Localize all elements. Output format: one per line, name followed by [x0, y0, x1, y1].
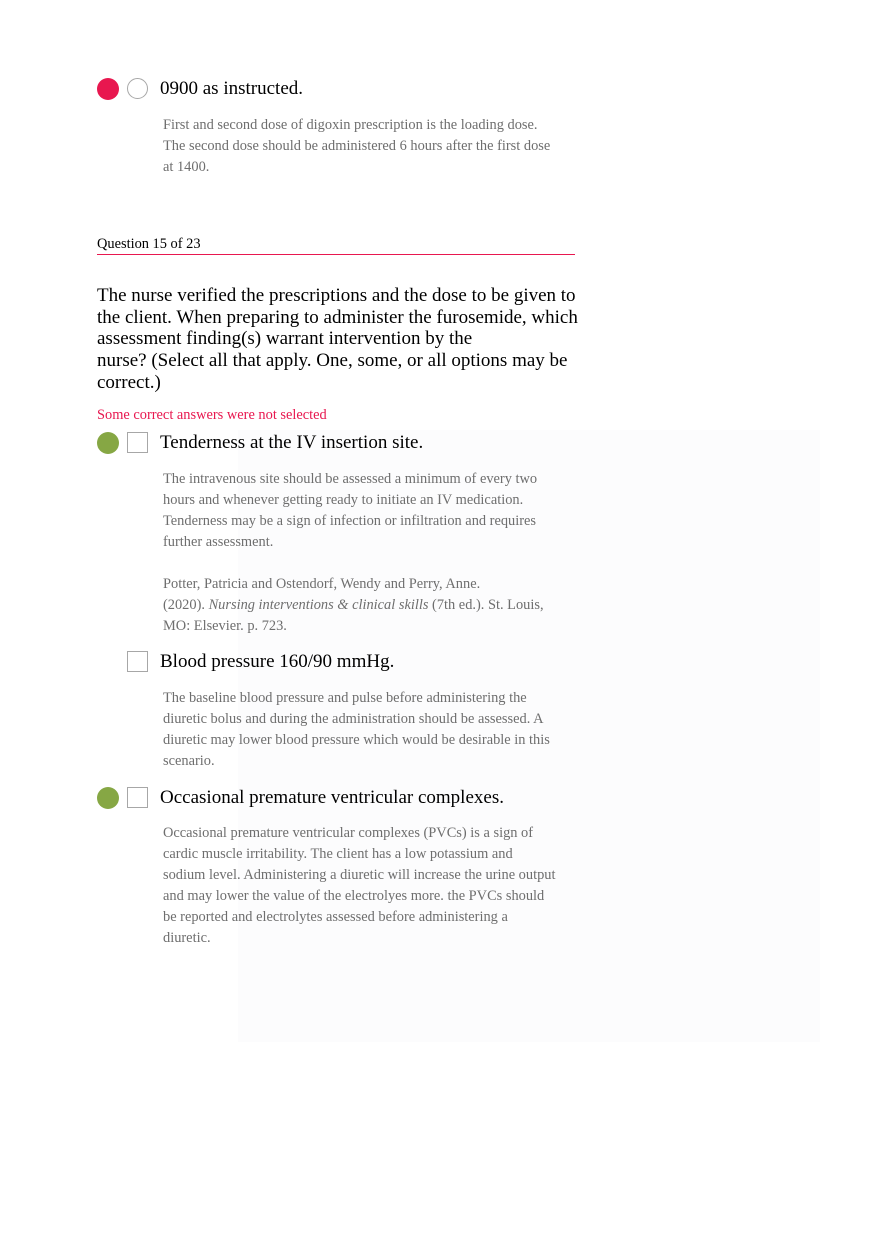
- rationale-line: The second dose should be administered 6 hours after the first dose: [163, 138, 551, 154]
- feedback-message: Some correct answers were not selected: [97, 407, 327, 423]
- option-rationale: [163, 688, 583, 772]
- option-checkbox[interactable]: [127, 787, 148, 808]
- incorrect-indicator-icon: [97, 78, 119, 100]
- rationale-line: Tenderness may be a sign of infection or infiltration and requires: [163, 513, 537, 529]
- option-label: Tenderness at the IV insertion site.: [160, 432, 424, 453]
- rationale-line: diuretic may lower blood pressure which would be desirable in this: [163, 732, 550, 748]
- correct-indicator-icon: [97, 787, 119, 809]
- reference-authors: Potter, Patricia and Ostendorf, Wendy and Perry, Anne.: [163, 576, 481, 592]
- reference-edition: (7th ed.). St. Louis,: [432, 597, 544, 613]
- option-checkbox[interactable]: [127, 651, 148, 672]
- rationale-line: diuretic.: [163, 930, 211, 946]
- correct-indicator-icon: [97, 432, 119, 454]
- stem-line: correct.): [97, 371, 161, 393]
- reference-citation: [163, 595, 583, 616]
- reference-year: (2020).: [163, 597, 205, 613]
- rationale-line: Occasional premature ventricular complexes (PVCs) is a sign of: [163, 825, 534, 841]
- rationale-line: First and second dose of digoxin prescription is the loading dose.: [163, 117, 538, 133]
- question-header: Question 15 of 23: [97, 235, 575, 255]
- rationale-line: diuretic bolus and during the administration should be assessed. A: [163, 711, 544, 727]
- option-label: Occasional premature ventricular complexes.: [160, 787, 504, 808]
- option-rationale: [163, 823, 583, 949]
- stem-line: assessment finding(s) warrant intervention by the: [97, 328, 473, 350]
- rationale-line: The baseline blood pressure and pulse before administering the: [163, 690, 527, 706]
- radio-button[interactable]: [127, 78, 148, 99]
- rationale-line: and may lower the value of the electrolyes more. the PVCs should: [163, 888, 545, 904]
- option-rationale: [163, 469, 583, 637]
- reference-publisher: MO: Elsevier. p. 723.: [163, 618, 287, 634]
- rationale-line: cardic muscle irritability. The client has a low potassium and: [163, 846, 513, 862]
- rationale-line: be reported and electrolytes assessed before administering a: [163, 909, 508, 925]
- stem-line: nurse? (Select all that apply. One, some, or all options may be: [97, 350, 568, 372]
- reference-title: Nursing interventions & clinical skills: [208, 597, 429, 613]
- prev-option-rationale: [163, 115, 583, 178]
- question-stem: [97, 285, 597, 394]
- rationale-line: The intravenous site should be assessed a minimum of every two: [163, 471, 538, 487]
- rationale-line: hours and whenever getting ready to initiate an IV medication.: [163, 492, 524, 508]
- option-label: Blood pressure 160/90 mmHg.: [160, 651, 395, 672]
- rationale-line: at 1400.: [163, 159, 210, 175]
- rationale-line: scenario.: [163, 753, 215, 769]
- option-checkbox[interactable]: [127, 432, 148, 453]
- stem-line: the client. When preparing to administer the furosemide, which: [97, 306, 578, 328]
- rationale-line: further assessment.: [163, 534, 274, 550]
- rationale-line: sodium level. Administering a diuretic will increase the urine output: [163, 867, 556, 883]
- stem-line: The nurse verified the prescriptions and the dose to be given to: [97, 285, 576, 306]
- prev-option-label: 0900 as instructed.: [160, 78, 304, 99]
